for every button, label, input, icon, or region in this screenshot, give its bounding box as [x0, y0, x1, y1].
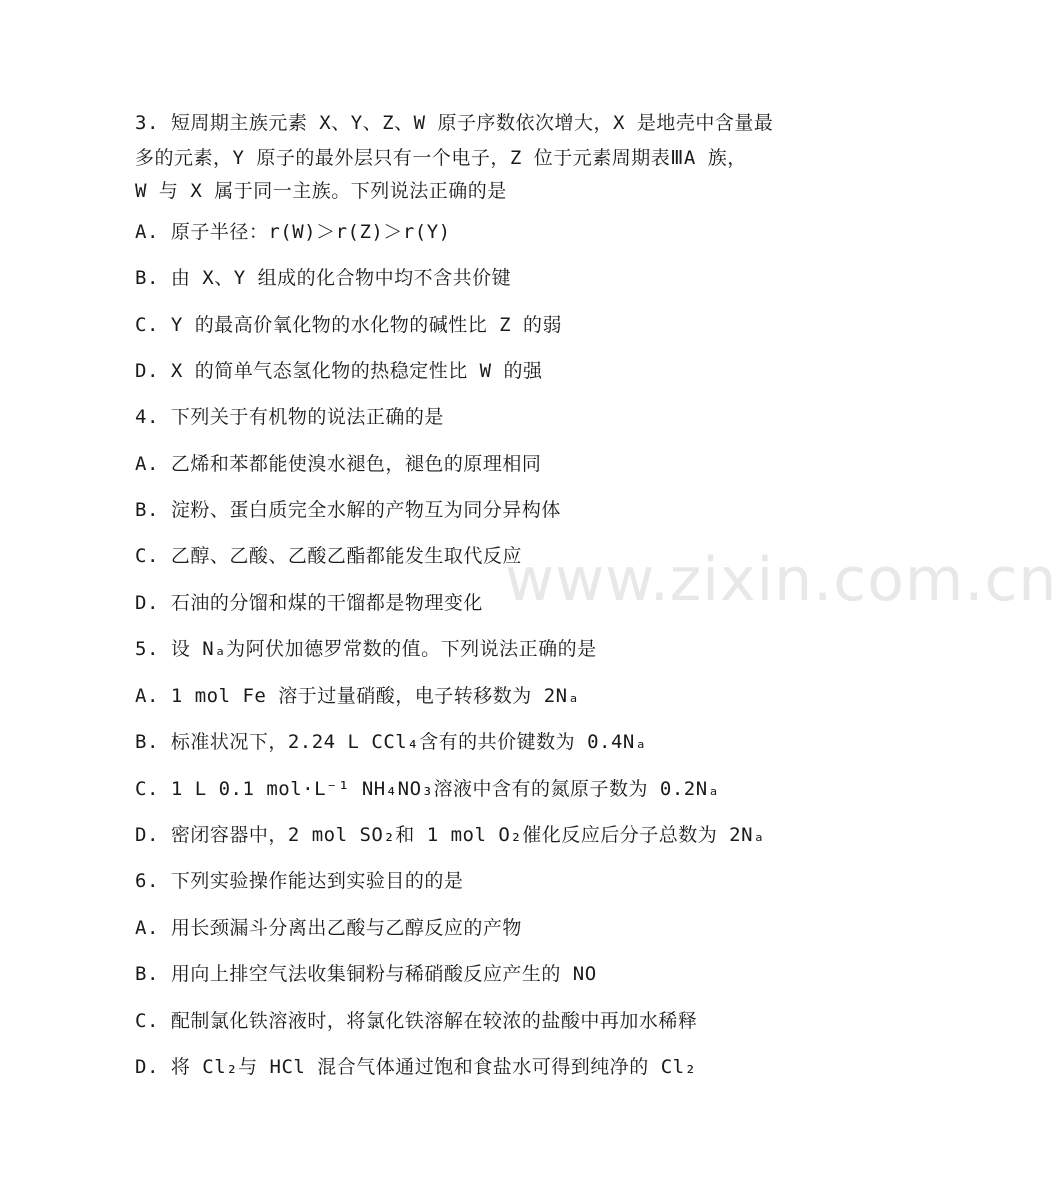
question-4-option-c: C. 乙醇、乙酸、乙酸乙酯都能发生取代反应 — [135, 545, 522, 567]
question-6-option-a: A. 用长颈漏斗分离出乙酸与乙醇反应的产物 — [135, 917, 522, 939]
question-6-option-b: B. 用向上排空气法收集铜粉与稀硝酸反应产生的 NO — [135, 963, 597, 985]
question-6-option-d: D. 将 Cl₂与 HCl 混合气体通过饱和食盐水可得到纯净的 Cl₂ — [135, 1056, 697, 1078]
watermark: www.zixin.com.cn — [505, 545, 1057, 615]
question-3-option-a: A. 原子半径：r(W)＞r(Z)＞r(Y) — [135, 221, 451, 243]
question-5-option-b: B. 标准状况下，2.24 L CCl₄含有的共价键数为 0.4Nₐ — [135, 731, 647, 753]
question-5-option-d: D. 密闭容器中，2 mol SO₂和 1 mol O₂催化反应后分子总数为 2Nₐ — [135, 824, 765, 846]
question-5-option-a: A. 1 mol Fe 溶于过量硝酸，电子转移数为 2Nₐ — [135, 685, 580, 707]
question-4-option-b: B. 淀粉、蛋白质完全水解的产物互为同分异构体 — [135, 499, 561, 521]
question-3-stem-line-2: 多的元素，Y 原子的最外层只有一个电子，Z 位于元素周期表ⅢA 族， — [135, 147, 747, 169]
question-4-stem: 4. 下列关于有机物的说法正确的是 — [135, 406, 444, 428]
question-5-option-c: C. 1 L 0.1 mol·L⁻¹ NH₄NO₃溶液中含有的氮原子数为 0.2Nₐ — [135, 778, 720, 800]
question-6-option-c: C. 配制氯化铁溶液时，将氯化铁溶解在较浓的盐酸中再加水稀释 — [135, 1010, 698, 1032]
question-3-stem-line-3: W 与 X 属于同一主族。下列说法正确的是 — [135, 180, 507, 202]
question-3-option-c: C. Y 的最高价氧化物的水化物的碱性比 Z 的弱 — [135, 314, 563, 336]
question-3-option-b: B. 由 X、Y 组成的化合物中均不含共价键 — [135, 267, 512, 289]
question-5-stem: 5. 设 Nₐ为阿伏加德罗常数的值。下列说法正确的是 — [135, 638, 597, 660]
question-6-stem: 6. 下列实验操作能达到实验目的的是 — [135, 870, 464, 892]
question-3-option-d: D. X 的简单气态氢化物的热稳定性比 W 的强 — [135, 360, 543, 382]
question-4-option-d: D. 石油的分馏和煤的干馏都是物理变化 — [135, 592, 483, 614]
question-3-stem-line-1: 3. 短周期主族元素 X、Y、Z、W 原子序数依次增大，X 是地壳中含量最 — [135, 112, 774, 134]
question-4-option-a: A. 乙烯和苯都能使溴水褪色，褪色的原理相同 — [135, 453, 542, 475]
